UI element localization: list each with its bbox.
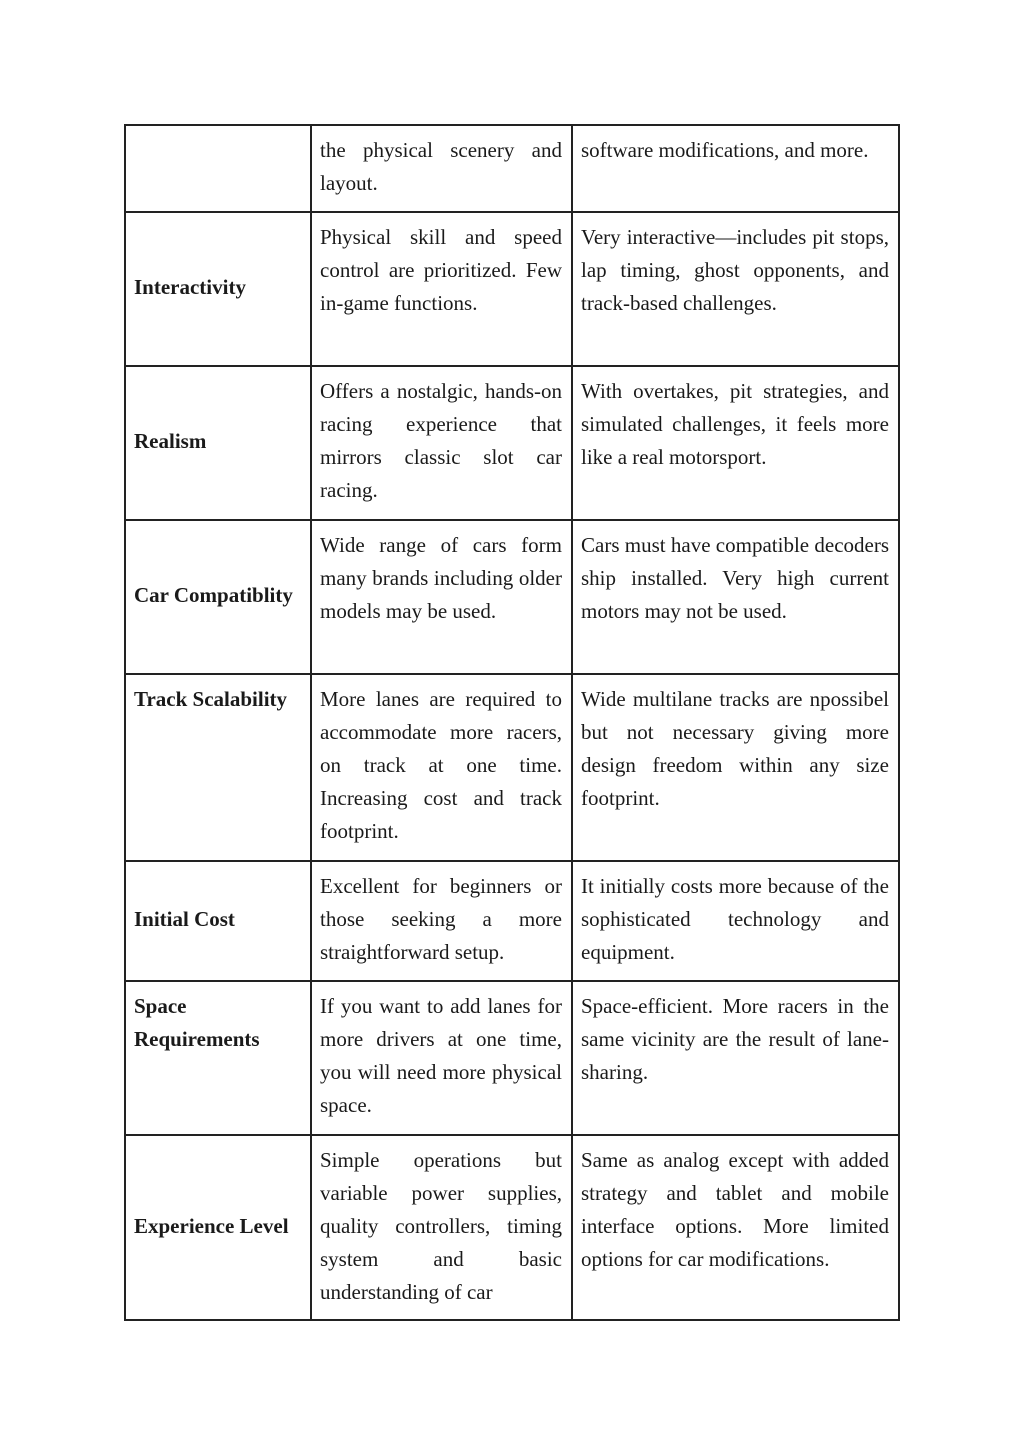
analog-cell: Offers a nostalgic, hands-on racing experience that mirrors classic slot car racing. [311, 366, 572, 520]
table-row [125, 125, 899, 212]
analog-cell: More lanes are required to accommodate more racers, on track at one time. Increasing cost and track footprint. [311, 674, 572, 861]
analog-cell: the physical scenery and layout. [311, 125, 572, 212]
table-row [125, 520, 899, 674]
feature-cell: Track Scalability [125, 674, 311, 861]
analog-cell: If you want to add lanes for more drivers at one time, you will need more physical space. [311, 981, 572, 1135]
digital-cell: Wide multilane tracks are npossibel but not necessary giving more design freedom within any size footprint. [572, 674, 899, 861]
feature-cell: Space Requirements [125, 981, 311, 1135]
digital-cell: software modifications, and more. [572, 125, 899, 212]
table-row [125, 366, 899, 520]
analog-cell: Wide range of cars form many brands including older models may be used. [311, 520, 572, 674]
feature-cell: Realism [125, 366, 311, 520]
digital-cell: Same as analog except with added strategy and tablet and mobile interface options. More limited options for car modifications. [572, 1135, 899, 1320]
comparison-table [124, 124, 900, 1321]
digital-cell: Very interactive—includes pit stops, lap timing, ghost opponents, and track-based challenges. [572, 212, 899, 366]
table-row [125, 1135, 899, 1320]
feature-cell: Initial Cost [125, 861, 311, 981]
table-row [125, 212, 899, 366]
table-row [125, 861, 899, 981]
analog-cell [311, 1135, 572, 1320]
analog-cell: Physical skill and speed control are prioritized. Few in-game functions. [311, 212, 572, 366]
feature-cell: Car Compatiblity [125, 520, 311, 674]
digital-cell: With overtakes, pit strategies, and simulated challenges, it feels more like a real motorsport. [572, 366, 899, 520]
digital-cell: Space-efficient. More racers in the same vicinity are the result of lane-sharing. [572, 981, 899, 1135]
analog-cell-text: Simple operations but variable power supplies, quality controllers, timing system and basic understanding of car [320, 1148, 562, 1304]
feature-cell: Interactivity [125, 212, 311, 366]
digital-cell: Cars must have compatible decoders ship installed. Very high current motors may not be used. [572, 520, 899, 674]
analog-cell: Excellent for beginners or those seeking a more straightforward setup. [311, 861, 572, 981]
table-row [125, 674, 899, 861]
table-row [125, 981, 899, 1135]
feature-cell [125, 125, 311, 212]
feature-cell: Experience Level [125, 1135, 311, 1320]
digital-cell: It initially costs more because of the sophisticated technology and equipment. [572, 861, 899, 981]
